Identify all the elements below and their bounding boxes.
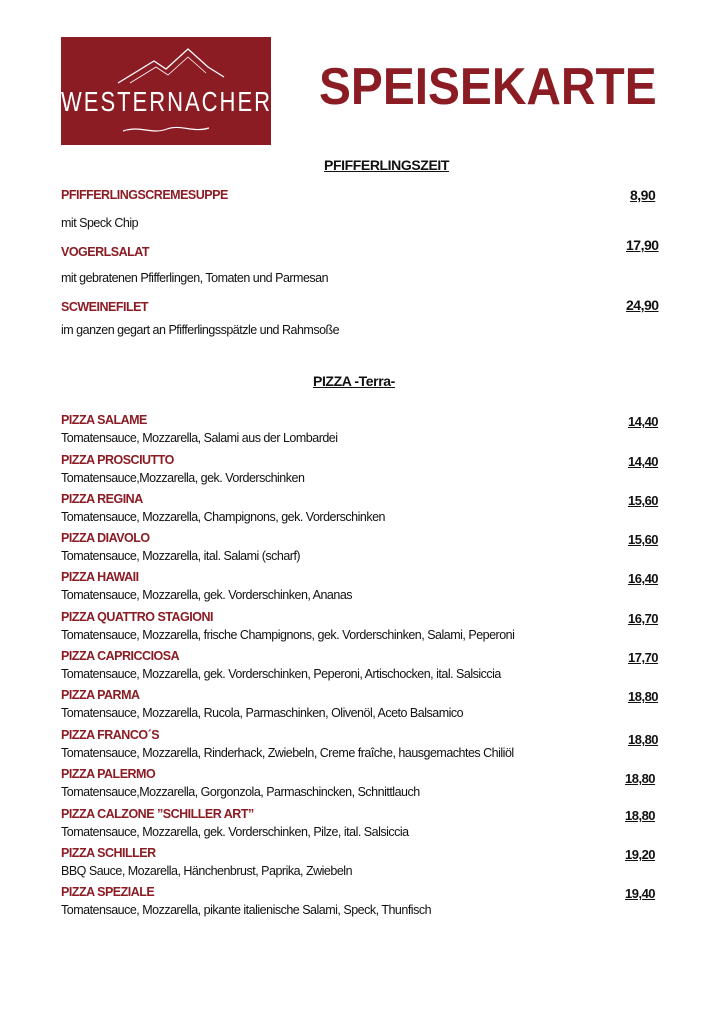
pizza-price: 19,40 <box>625 886 656 901</box>
menu-item-name: VOGERLSALAT <box>61 245 150 259</box>
menu-item-name: SCWEINEFILET <box>61 300 149 314</box>
pizza-name: PIZZA QUATTRO STAGIONI <box>61 610 213 624</box>
pizza-name: PIZZA CAPRICCIOSA <box>61 649 180 663</box>
pizza-price: 18,80 <box>625 808 656 823</box>
pizza-desc: Tomatensauce, Mozzarella, Salami aus der Lombardei <box>61 431 338 445</box>
pizza-name: PIZZA PARMA <box>61 688 140 702</box>
pizza-price: 16,40 <box>628 571 659 586</box>
menu-item-price: 8,90 <box>630 187 656 203</box>
pizza-name: PIZZA PALERMO <box>61 767 156 781</box>
pizza-desc: Tomatensauce, Mozzarella, ital. Salami (scharf) <box>61 549 301 563</box>
menu-item-desc: mit gebratenen Pfifferlingen, Tomaten und Parmesan <box>61 271 329 285</box>
pizza-price: 14,40 <box>628 454 659 469</box>
pizza-desc: BBQ Sauce, Mozarella, Hänchenbrust, Paprika, Zwiebeln <box>61 864 353 878</box>
pizza-name: PIZZA HAWAII <box>61 570 139 584</box>
pizza-price: 15,60 <box>628 532 659 547</box>
pizza-name: PIZZA REGINA <box>61 492 143 506</box>
pizza-price: 18,80 <box>628 732 659 747</box>
pizza-desc: Tomatensauce,Mozzarella, gek. Vorderschinken <box>61 471 305 485</box>
pizza-price: 14,40 <box>628 414 659 429</box>
pizza-name: PIZZA SPEZIALE <box>61 885 155 899</box>
pizza-price: 17,70 <box>628 650 659 665</box>
pizza-desc: Tomatensauce, Mozzarella, gek. Vorderschinken, Pilze, ital. Salsiccia <box>61 825 409 839</box>
restaurant-logo <box>61 37 271 145</box>
page-title: SPEISEKARTE <box>319 58 657 116</box>
menu-item-price: 24,90 <box>626 297 659 313</box>
wave-icon <box>121 123 211 137</box>
pizza-desc: Tomatensauce, Mozzarella, frische Champignons, gek. Vorderschinken, Salami, Peperoni <box>61 628 515 642</box>
pizza-desc: Tomatensauce, Mozzarella, gek. Vorderschinken, Peperoni, Artischocken, ital. Salsiccia <box>61 667 501 681</box>
pizza-desc: Tomatensauce,Mozzarella, Gorgonzola, Parmaschincken, Schnittlauch <box>61 785 420 799</box>
menu-item-desc: im ganzen gegart an Pfifferlingsspätzle und Rahmsoße <box>61 323 340 337</box>
pizza-desc: Tomatensauce, Mozzarella, Rinderhack, Zwiebeln, Creme fraîche, hausgemachtes Chiliöl <box>61 746 514 760</box>
menu-item-price: 17,90 <box>626 237 659 253</box>
pizza-price: 16,70 <box>628 611 659 626</box>
pizza-price: 18,80 <box>625 771 656 786</box>
pizza-name: PIZZA SALAME <box>61 413 147 427</box>
pizza-price: 18,80 <box>628 689 659 704</box>
section-heading-pizza: PIZZA -Terra- <box>313 373 395 389</box>
pizza-desc: Tomatensauce, Mozzarella, Champignons, gek. Vorderschinken <box>61 510 385 524</box>
mountain-icon <box>116 43 226 85</box>
pizza-name: PIZZA CALZONE ”SCHILLER ART” <box>61 807 254 821</box>
pizza-desc: Tomatensauce, Mozzarella, Rucola, Parmaschinken, Olivenöl, Aceto Balsamico <box>61 706 464 720</box>
pizza-name: PIZZA DIAVOLO <box>61 531 150 545</box>
menu-item-desc: mit Speck Chip <box>61 216 139 230</box>
pizza-name: PIZZA SCHILLER <box>61 846 156 860</box>
pizza-name: PIZZA PROSCIUTTO <box>61 453 174 467</box>
pizza-price: 15,60 <box>628 493 659 508</box>
pizza-price: 19,20 <box>625 847 656 862</box>
section-heading-specials: PFIFFERLINGSZEIT <box>324 157 450 173</box>
pizza-desc: Tomatensauce, Mozzarella, pikante italienische Salami, Speck, Thunfisch <box>61 903 432 917</box>
menu-item-name: PFIFFERLINGSCREMESUPPE <box>61 188 228 202</box>
pizza-name: PIZZA FRANCO´S <box>61 728 160 742</box>
logo-text: WESTERNACHER <box>61 85 273 117</box>
pizza-desc: Tomatensauce, Mozzarella, gek. Vorderschinken, Ananas <box>61 588 353 602</box>
